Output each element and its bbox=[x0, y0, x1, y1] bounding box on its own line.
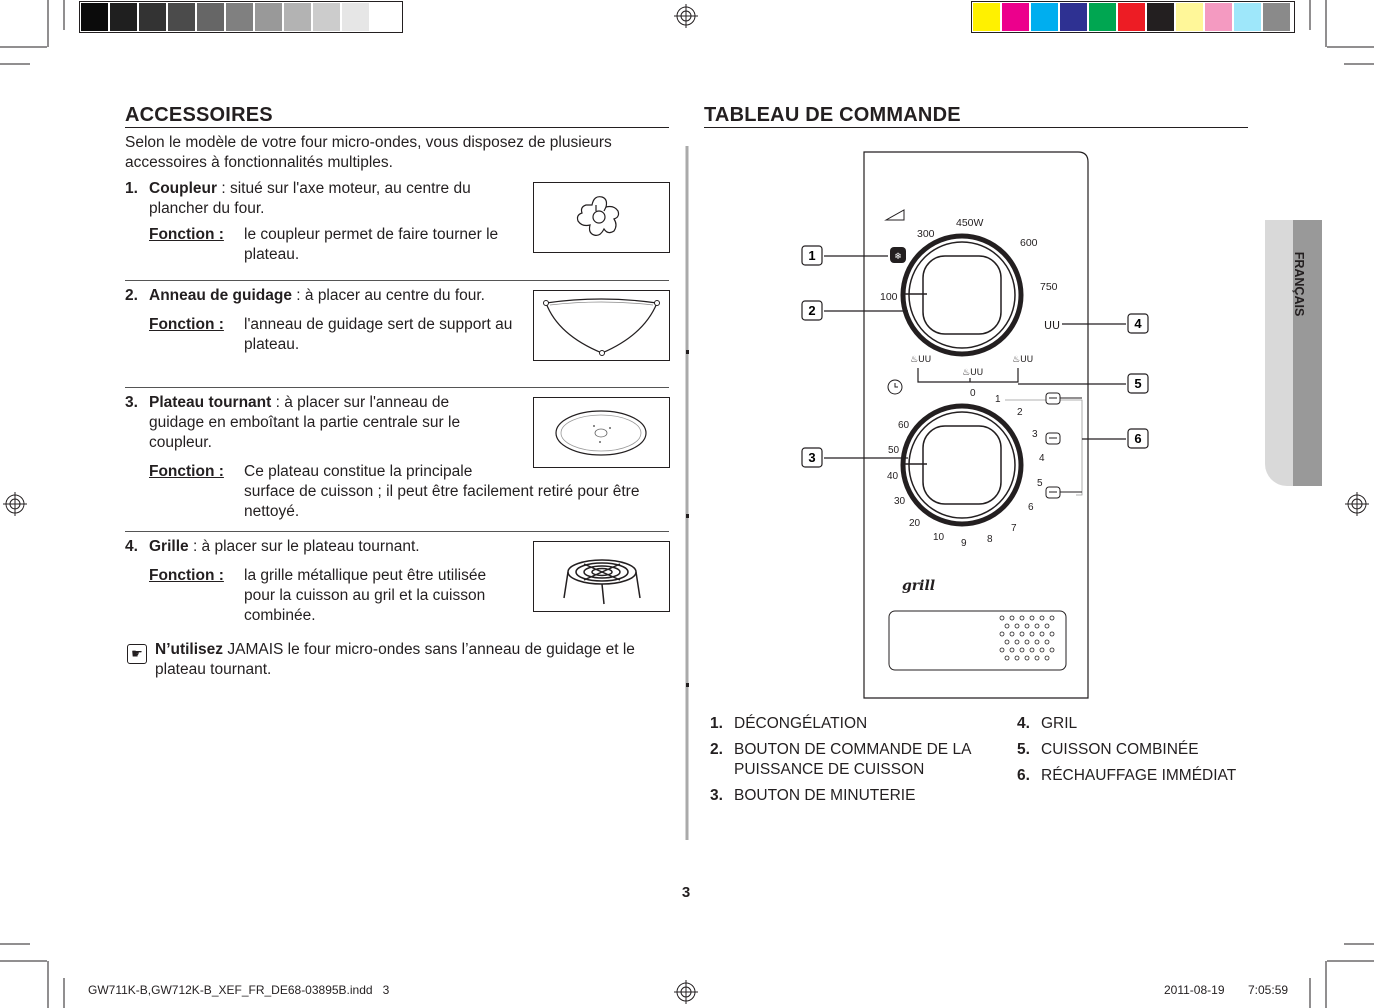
timer-label: 7 bbox=[1011, 523, 1017, 534]
anneau-image bbox=[533, 290, 670, 361]
timer-label: 60 bbox=[898, 420, 910, 431]
registration-mark-right bbox=[1345, 492, 1369, 516]
power-label: 750 bbox=[1040, 281, 1058, 293]
control-panel-diagram bbox=[700, 140, 1260, 710]
accessory-item-plateau bbox=[125, 393, 460, 453]
timer-label: 20 bbox=[909, 518, 921, 529]
item-desc: : à placer sur l'anneau de bbox=[271, 394, 450, 411]
svg-text:❄: ❄ bbox=[894, 252, 902, 262]
combi-icon: ♨ᑌᑌ bbox=[910, 355, 932, 365]
language-tab-label: FRANÇAIS bbox=[1292, 251, 1306, 317]
coupleur-image bbox=[533, 182, 670, 253]
registration-mark-left bbox=[3, 492, 27, 516]
callout-2 bbox=[802, 301, 822, 320]
note-hand-icon: ☛ bbox=[127, 644, 147, 664]
svg-text:3: 3 bbox=[808, 450, 816, 465]
callout-1 bbox=[802, 246, 822, 265]
intro-line: Selon le modèle de votre four micro-ondes, vous disposez de plusieurs bbox=[125, 134, 612, 151]
footer-time: 7:05:59 bbox=[1248, 983, 1289, 997]
item-name: Grille bbox=[149, 538, 189, 555]
timer-knob[interactable] bbox=[903, 406, 1021, 524]
accessory-item-coupleur bbox=[125, 179, 471, 219]
grill-brand-label: grill bbox=[902, 578, 936, 594]
timer-label: 4 bbox=[1039, 453, 1045, 464]
registration-mark-top bbox=[674, 4, 698, 28]
tableau-title: TABLEAU DE COMMANDE bbox=[704, 104, 961, 126]
item-desc: : à placer sur le plateau tournant. bbox=[188, 538, 420, 555]
power-label: 300 bbox=[917, 228, 935, 240]
note-text: N’utilisez JAMAIS le four micro-ondes sans l’anneau de guidage et le plateau tournant. bbox=[155, 641, 635, 678]
item-number: 2. bbox=[125, 287, 138, 304]
item-name: Anneau de guidage bbox=[149, 287, 292, 304]
function-text: Ce plateau constitue la principale surface de cuisson ; il peut être facilement retiré pour être nettoyé. bbox=[244, 463, 640, 520]
item-desc: : situé sur l'axe moteur, au centre du bbox=[217, 180, 471, 197]
timer-label: 1 bbox=[995, 394, 1001, 405]
legend-right bbox=[1017, 714, 1257, 786]
timer-label: 50 bbox=[888, 445, 900, 456]
power-knob[interactable] bbox=[903, 236, 1021, 354]
function-text: l'anneau de guidage sert de support au plateau. bbox=[244, 316, 513, 353]
timer-label: 3 bbox=[1032, 429, 1038, 440]
item-desc: guidage en emboîtant la partie centrale sur le bbox=[149, 414, 461, 431]
timer-label: 10 bbox=[933, 532, 945, 543]
callout-5 bbox=[1128, 374, 1148, 393]
svg-text:1: 1 bbox=[808, 248, 816, 263]
item-desc: coupleur. bbox=[149, 434, 212, 451]
timer-label: 2 bbox=[1017, 407, 1023, 418]
timer-label: 9 bbox=[961, 538, 967, 549]
callout-6 bbox=[1128, 429, 1148, 448]
door-release-area bbox=[889, 611, 1066, 670]
function-label: Fonction : bbox=[149, 316, 224, 333]
item-number: 1. bbox=[125, 180, 138, 197]
callout-4 bbox=[1128, 314, 1148, 333]
accessoires-title: ACCESSOIRES bbox=[125, 104, 273, 126]
svg-text:2: 2 bbox=[808, 303, 816, 318]
footer-date: 2011-08-19 bbox=[1164, 983, 1225, 997]
power-label: 100 bbox=[880, 291, 898, 303]
legend-item: 2. BOUTON DE COMMANDE DE LA PUISSANCE DE CUISSON bbox=[710, 741, 972, 778]
item-name: Plateau tournant bbox=[149, 394, 272, 411]
page-number: 3 bbox=[681, 884, 691, 901]
timer-label: 0 bbox=[970, 388, 976, 399]
timer-label: 5 bbox=[1037, 478, 1043, 489]
svg-text:5: 5 bbox=[1134, 376, 1142, 391]
power-label: 600 bbox=[1020, 237, 1038, 249]
item-name: Coupleur bbox=[149, 180, 218, 197]
registration-mark-bottom bbox=[674, 980, 698, 1004]
accessory-item-anneau bbox=[125, 286, 485, 306]
combi-icon: ♨ᑌᑌ bbox=[1012, 355, 1034, 365]
plateau-image bbox=[533, 397, 670, 468]
timer-label: 8 bbox=[987, 534, 993, 545]
legend-item: 1. DÉCONGÉLATION bbox=[710, 715, 868, 732]
timer-label: 40 bbox=[887, 471, 899, 482]
accessory-item-grille bbox=[125, 537, 420, 557]
accessoires-intro bbox=[125, 133, 612, 173]
function-label: Fonction : bbox=[149, 226, 224, 243]
footer-filename: GW711K-B,GW712K-B_XEF_FR_DE68-03895B.indd 3 bbox=[88, 983, 390, 997]
item-desc: plancher du four. bbox=[149, 200, 265, 217]
legend-item: 6. RÉCHAUFFAGE IMMÉDIAT bbox=[1017, 767, 1237, 784]
function-text: le coupleur permet de faire tourner le plateau. bbox=[244, 226, 499, 263]
svg-text:4: 4 bbox=[1134, 316, 1142, 331]
timer-label: 30 bbox=[894, 496, 906, 507]
power-label: 450W bbox=[956, 217, 984, 229]
defrost-icon bbox=[890, 247, 906, 263]
legend-item: 4. GRIL bbox=[1017, 715, 1078, 732]
timer-label: 6 bbox=[1028, 502, 1034, 513]
legend-item: 3. BOUTON DE MINUTERIE bbox=[710, 787, 916, 804]
item-desc: : à placer au centre du four. bbox=[291, 287, 485, 304]
legend-left bbox=[710, 714, 1000, 806]
grille-image bbox=[533, 541, 670, 612]
item-number: 4. bbox=[125, 538, 138, 555]
intro-line: accessoires à fonctionnalités multiples. bbox=[125, 154, 393, 171]
grill-wave-icon: ᑌᑌ bbox=[1044, 319, 1061, 332]
function-text: la grille métallique peut être utilisée pour la cuisson au gril et la cuisson combinée. bbox=[244, 567, 487, 624]
language-tab bbox=[1265, 220, 1322, 486]
function-label: Fonction : bbox=[149, 567, 224, 584]
item-number: 3. bbox=[125, 394, 138, 411]
function-label: Fonction : bbox=[149, 463, 224, 480]
svg-text:6: 6 bbox=[1134, 431, 1142, 446]
legend-item: 5. CUISSON COMBINÉE bbox=[1017, 741, 1199, 758]
combi-icon: ♨ᑌᑌ bbox=[962, 368, 984, 378]
callout-3 bbox=[802, 448, 822, 467]
